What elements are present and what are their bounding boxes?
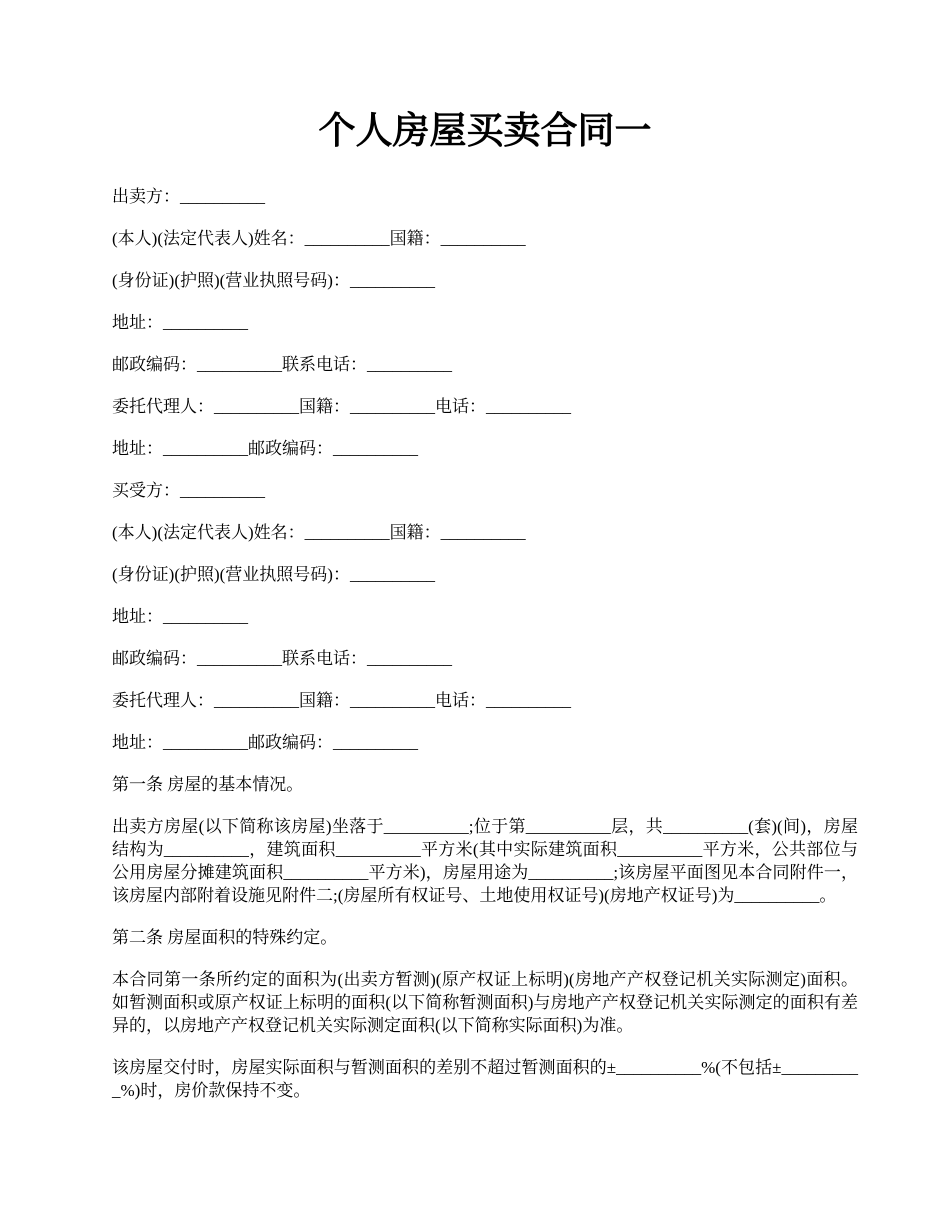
- seller-agent-address-line: 地址：__________邮政编码：__________: [112, 439, 418, 458]
- seller-party-line: 出卖方：__________: [112, 187, 265, 206]
- buyer-postcode-phone-line: 邮政编码：__________联系电话：__________: [112, 649, 452, 668]
- article-2-paragraph-2: 该房屋交付时，房屋实际面积与暂测面积的差别不超过暂测面积的±__________%(不包括±__________%)时，房价款保持不变。: [112, 1058, 858, 1100]
- article-2-paragraph-1: 本合同第一条所约定的面积为(出卖方暂测)(原产权证上标明)(房地产产权登记机关实际测定)面积。如暂测面积或原产权证上标明的面积(以下简称暂测面积)与房地产产权登记机关实际测定的面积有差异的，以房地产产权登记机关实际测定面积(以下简称实际面积)为准。: [112, 970, 858, 1035]
- seller-name-nationality-line: (本人)(法定代表人)姓名：__________国籍：__________: [112, 229, 526, 248]
- buyer-agent-address-line: 地址：__________邮政编码：__________: [112, 733, 418, 752]
- document-title: 个人房屋买卖合同一: [318, 111, 652, 152]
- seller-postcode-phone-line: 邮政编码：__________联系电话：__________: [112, 355, 452, 374]
- article-1-heading: 第一条 房屋的基本情况。: [112, 775, 304, 794]
- buyer-party-line: 买受方：__________: [112, 481, 265, 500]
- article-2-heading: 第二条 房屋面积的特殊约定。: [112, 928, 338, 947]
- seller-address-line: 地址：__________: [112, 313, 248, 332]
- buyer-name-nationality-line: (本人)(法定代表人)姓名：__________国籍：__________: [112, 523, 526, 542]
- buyer-address-line: 地址：__________: [112, 607, 248, 626]
- seller-id-number-line: (身份证)(护照)(营业执照号码)：__________: [112, 271, 435, 290]
- buyer-agent-line: 委托代理人：__________国籍：__________电话：__________: [112, 691, 571, 710]
- buyer-id-number-line: (身份证)(护照)(营业执照号码)：__________: [112, 565, 435, 584]
- article-1-body: 出卖方房屋(以下简称该房屋)坐落于__________;位于第__________层，共__________(套)(间)，房屋结构为__________，建筑面积__________平方米(其中实际建筑面积__________平方米，公共部位与公用房屋分摊建筑面积__________平方米)，房屋用途为__________;该房屋平面图见本合同附件一，该房屋内部附着设施见附件二;(房屋所有权证号、土地使用权证号)(房地产权证号)为__________。: [112, 817, 858, 905]
- seller-agent-line: 委托代理人：__________国籍：__________电话：__________: [112, 397, 571, 416]
